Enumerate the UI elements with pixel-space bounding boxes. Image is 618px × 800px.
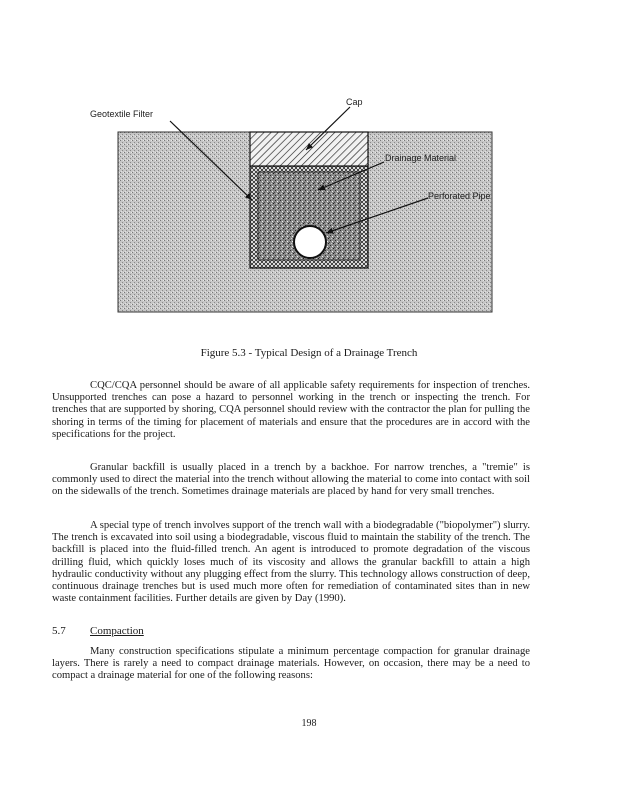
geotextile-filter-label: Geotextile Filter [90,109,154,119]
perforated-pipe [294,226,326,258]
perforated-pipe-label: Perforated Pipe [428,191,491,201]
cap-layer [250,132,368,166]
page-number: 198 [301,718,317,729]
section-heading [52,625,144,637]
section-number: 5.7 [52,625,66,637]
paragraph-backfill: Granular backfill is usually placed in a trench by a backhoe. For narrow trenches, a "tremie" is commonly used to direct the material into the trench without allowing the material to come into contact with soil on the sidewalls of the trench. Sometimes drainage materials are placed by hand for very small trenches. [52,462,530,498]
paragraph-biopolymer: A special type of trench involves support of the trench wall with a biodegradable ("biopolymer") slurry. The trench is excavated into soil using a biodegradable, viscous fluid to maintain the stability of the trench. The backfill is placed into the fluid-filled trench. An agent is introduced to promote degradation of the viscous drilling fluid, which quickly loses much of its viscosity and allows the granular backfill to attain a high hydraulic conductivity without any plugging effect from the slurry. This technology allows construction of deep, continuous drainage trenches but is used much more often for remediation of contaminated sites than in new waste containment facilities. Further details are given by Day (1990). [52,520,530,605]
cap-label: Cap [346,97,363,107]
drainage-trench-figure [0,0,618,330]
drainage-material-label: Drainage Material [385,153,457,163]
paragraph-compaction: Many construction specifications stipulate a minimum percentage compaction for granular drainage layers. There is rarely a need to compact drainage materials. However, on occasion, there may be a need to compact a drainage material for one of the following reasons: [52,646,530,682]
section-title: Compaction [90,625,144,637]
figure-caption: Figure 5.3 - Typical Design of a Drainage Trench [200,347,418,359]
paragraph-safety: CQC/CQA personnel should be aware of all applicable safety requirements for inspection of trenches. Unsupported trenches can pose a hazard to personnel working in the trench or inspecting the trench. For trenches that are supported by shoring, CQA personnel should review with the contractor the plan for pulling the shoring in terms of the timing for placement of materials and ensure that the procedures are in accord with the specifications for the project. [52,380,530,440]
